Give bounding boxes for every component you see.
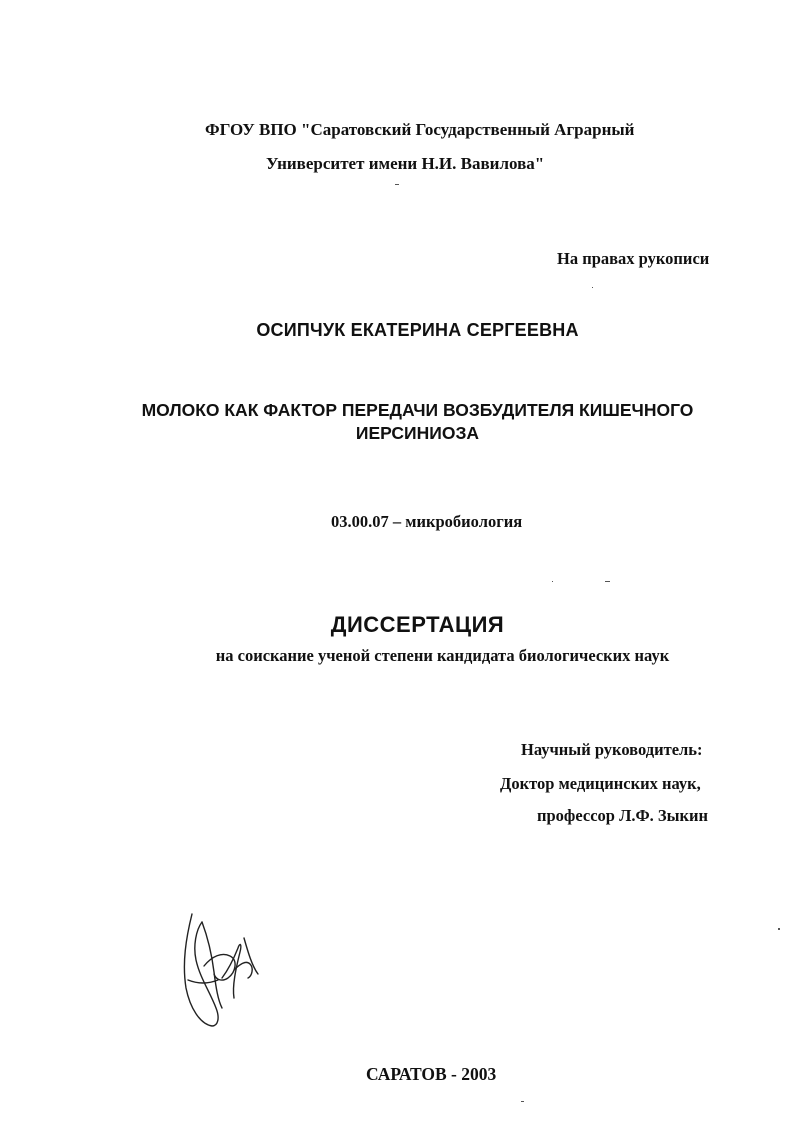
degree-line: на соискание ученой степени кандидата биологических наук — [215, 646, 670, 665]
scan-speck — [395, 184, 399, 185]
author-name: ОСИПЧУК ЕКАТЕРИНА СЕРГЕЕВНА — [256, 320, 579, 340]
scan-speck — [521, 1101, 524, 1102]
supervisor-degree: Доктор медицинских наук, — [500, 774, 701, 793]
handwritten-signature — [178, 908, 268, 1033]
document-type-heading: ДИССЕРТАЦИЯ — [330, 612, 505, 637]
institution-name-line-1: ФГОУ ВПО "Саратовский Государственный Аграрный — [205, 120, 635, 139]
supervisor-name: профессор Л.Ф. Зыкин — [537, 806, 709, 825]
scan-speck — [778, 928, 780, 930]
dissertation-title-line-2: ИЕРСИНИОЗА — [355, 423, 480, 443]
scan-speck — [592, 287, 593, 288]
dissertation-title-line-1: МОЛОКО КАК ФАКТОР ПЕРЕДАЧИ ВОЗБУДИТЕЛЯ КИШЕЧНОГО — [141, 400, 694, 420]
manuscript-note: На правах рукописи — [557, 249, 710, 268]
city-year: САРАТОВ - 2003 — [366, 1064, 497, 1084]
specialty-code: 03.00.07 – микробиология — [331, 512, 523, 531]
institution-name-line-2: Университет имени Н.И. Вавилова" — [266, 154, 545, 173]
supervisor-label: Научный руководитель: — [521, 740, 703, 759]
scan-speck — [605, 581, 610, 582]
scan-speck — [552, 581, 553, 582]
